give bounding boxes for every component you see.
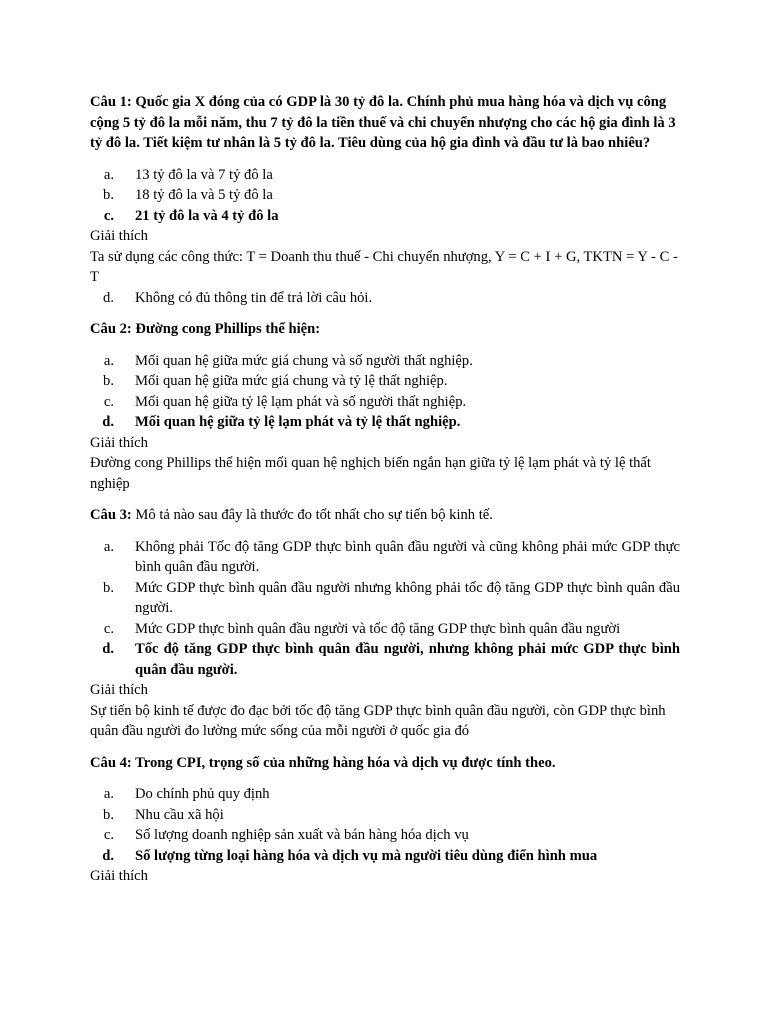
question-1-option-b: b. 18 tỷ đô la và 5 tỷ đô la [103,187,273,203]
question-4-options [90,784,680,866]
question-2-explain-text: Đường cong Phillips thể hiện mối quan hệ nghịch biến ngắn hạn giữa tỷ lệ lạm phát và tỷ lệ thất nghiệp [90,455,651,492]
question-1-option-a: a. 13 tỷ đô la và 7 tỷ đô la [103,166,273,183]
question-2-title: Câu 2: Đường cong Phillips thể hiện: [90,321,321,337]
question-3-options [90,537,680,681]
question-2-option-c: c. Mối quan hệ giữa tỷ lệ lạm phát và số người thất nghiệp. [103,393,467,410]
question-4-option-b: b. Nhu cầu xã hội [103,806,224,823]
question-2-option-a: a. Mối quan hệ giữa mức giá chung và số người thất nghiệp. [103,352,473,369]
question-4-option-a: a. Do chính phủ quy định [103,786,270,802]
question-2-explain-label: Giải thích [90,434,148,451]
question-3-title: Câu 3: Mô tả nào sau đây là thước đo tốt nhất cho sự tiến bộ kinh tế. [90,507,493,523]
question-1-options [90,165,680,227]
question-4-title: Câu 4: Trong CPI, trọng số của những hàng hóa và dịch vụ được tính theo. [90,754,556,771]
question-4-option-d-answer: d. Số lượng từng loại hàng hóa và dịch vụ mà người tiêu dùng điển hình mua [102,847,598,864]
question-1-title: Câu 1: Quốc gia X đóng của có GDP là 30 tỷ đô la. Chính phủ mua hàng hóa và dịch vụ công cộng 5 tỷ đô la mỗi năm, thu 7 tỷ đô la tiền thuế và chi chuyển nhượng cho các hộ gia đình là 3 tỷ đô la. Tiết kiệm tư nhân là 5 tỷ đô la. Tiêu dùng của hộ gia đình và đầu tư là bao nhiêu? [90,94,676,151]
question-3-explain-text: Sự tiến bộ kinh tế được đo đạc bởi tốc độ tăng GDP thực bình quân đầu người, còn GDP thực bình quân đầu người đo lường mức sống của mỗi người ở quốc gia đó [90,702,666,739]
document-content [90,92,680,887]
question-1-option-d: d. Không có đủ thông tin để trả lời câu hỏi. [103,289,373,306]
question-3-option-a: a. Không phải Tốc độ tăng GDP thực bình quân đầu người và cũng không phải mức GDP thực bình quân đầu người. [103,538,680,575]
question-3-option-b: b. Mức GDP thực bình quân đầu người nhưng không phải tốc độ tăng GDP thực bình quân đầu người. [103,579,680,616]
question-3-explain-label: Giải thích [90,682,148,698]
question-1-explain-label: Giải thích [90,228,148,244]
question-3-option-d-answer: d. Tốc độ tăng GDP thực bình quân đầu người, nhưng không phải mức GDP thực bình quân đầu người. [102,641,680,678]
question-3-option-c: c. Mức GDP thực bình quân đầu người và tốc độ tăng GDP thực bình quân đầu người [103,620,621,637]
question-4-option-c: c. Số lượng doanh nghiệp sản xuất và bán hàng hóa dịch vụ [103,827,469,843]
question-1-option-c-answer: c. 21 tỷ đô la và 4 tỷ đô la [103,207,279,224]
question-2-option-d-answer: d. Mối quan hệ giữa tỷ lệ lạm phát và tỷ lệ thất nghiệp. [102,414,461,430]
question-2-options [90,351,680,433]
question-1-explain-text: Ta sử dụng các công thức: T = Doanh thu thuế - Chi chuyển nhượng, Y = C + I + G, TKTN = Y - C - T [90,248,678,285]
question-2-option-b: b. Mối quan hệ giữa mức giá chung và tỷ lệ thất nghiệp. [103,373,448,389]
question-4-explain-label: Giải thích [90,868,148,884]
